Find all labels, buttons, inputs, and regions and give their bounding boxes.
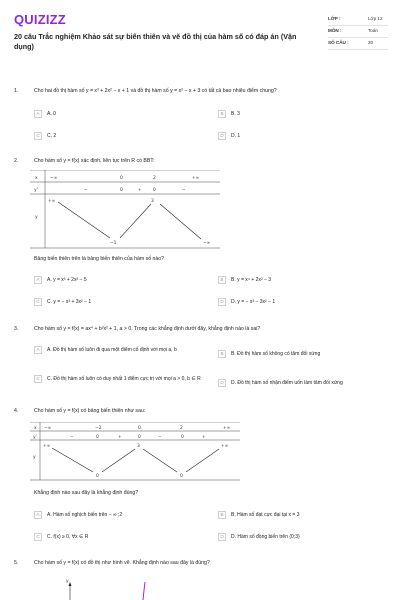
bbt-arrow: [58, 202, 110, 238]
option-a[interactable]: [34, 346, 204, 354]
function-graph-q5: [60, 574, 160, 600]
bbt-yprime-label: y': [33, 435, 37, 440]
question-text: Cho hàm số y = f(x) = ax⁴ + b²x² + 1, a > 0. Trong các khẳng định dưới đây, khẳng định nào là sai?: [34, 326, 261, 332]
option-c[interactable]: [34, 132, 56, 140]
option-letter: B: [218, 511, 226, 519]
graph-curve: [143, 582, 145, 600]
bbt-x-value: −2: [95, 426, 102, 431]
bbt-y-value: 0: [180, 474, 183, 479]
bbt-x-label: x: [35, 176, 38, 181]
option-text: A. Đồ thị hàm số luôn đi qua một điểm cố định với mọi a, b: [47, 346, 177, 353]
bbt-y-value: 3: [151, 199, 154, 204]
option-b[interactable]: [218, 110, 240, 118]
option-a[interactable]: [34, 276, 87, 284]
option-letter: C: [34, 375, 42, 383]
question-text: Cho hàm số y = f(x) có đồ thị như hình vẽ. Khẳng định nào sau đây là đúng?: [34, 560, 210, 566]
option-text: D. Đồ thị hàm số nhận điểm uốn làm tâm đối xứng: [231, 379, 343, 386]
option-letter: B: [218, 110, 226, 118]
meta-box: [328, 14, 388, 50]
option-text: C. y = − x³ + 3x² − 1: [47, 298, 92, 305]
bbt-x-value: +∞: [223, 426, 231, 431]
meta-row-grade: [328, 14, 388, 26]
bbt-y-value: 0: [96, 474, 99, 479]
bbt-arrow: [120, 204, 151, 238]
variation-table-q2: [30, 170, 220, 250]
option-letter: D: [218, 298, 226, 306]
bbt-zero: 0: [138, 435, 141, 440]
bbt-sign: −: [182, 188, 186, 193]
bbt-x-label: x: [34, 426, 37, 431]
question-subtext: Bảng biến thiên trên là bảng biến thiên của hàm số nào?: [34, 256, 165, 262]
bbt-zero: 0: [96, 435, 99, 440]
option-text: C. f(x) ≥ 0, ∀x ∈ R: [47, 533, 89, 540]
bbt-y-value: +∞: [48, 199, 56, 204]
question-text: Cho hai đồ thị hàm số y = x³ + 2x² − x + 1 và đồ thị hàm số y = x² − x + 3 có tất cả bao nhiêu điểm chung?: [34, 88, 277, 94]
bbt-y-label: y: [33, 455, 36, 460]
option-letter: A: [34, 511, 42, 519]
variation-table-q4: [30, 422, 240, 482]
option-text: B. Hàm số đạt cực đại tại x = 3: [231, 511, 300, 518]
meta-value: 20: [368, 40, 374, 45]
bbt-x-value: 0: [120, 176, 123, 181]
option-d[interactable]: [218, 132, 240, 140]
option-letter: D: [218, 533, 226, 541]
bbt-y-value: −1: [110, 241, 117, 246]
bbt-y-label: y: [35, 215, 38, 220]
bbt-x-value: 0: [138, 426, 141, 431]
option-letter: C: [34, 298, 42, 306]
quizizz-logo: QUIZIZZ: [14, 12, 66, 27]
option-letter: B: [218, 350, 226, 358]
option-letter: D: [218, 379, 226, 387]
bbt-zero: 0: [120, 188, 123, 193]
option-text: B. y = x⁴ + 2x² − 3: [231, 276, 272, 283]
meta-row-subject: [328, 26, 388, 38]
option-letter: C: [34, 132, 42, 140]
meta-key: SỐ CÂU :: [328, 40, 349, 45]
bbt-sign: +: [138, 188, 142, 193]
question-number: 3.: [14, 326, 19, 332]
option-text: C. 2: [47, 132, 57, 139]
meta-key: MÔN :: [328, 28, 342, 33]
option-d[interactable]: [218, 298, 275, 306]
question-subtext: Khẳng định nào sau đây là khẳng định đúng?: [34, 490, 139, 496]
axis-arrow-icon: [69, 582, 72, 586]
bbt-sign: +: [202, 435, 206, 440]
bbt-sign: −: [158, 435, 162, 440]
meta-key: LỚP :: [328, 16, 341, 21]
graph-y-axis-label: y: [66, 579, 69, 584]
bbt-arrow: [160, 204, 201, 239]
bbt-sign: −: [84, 188, 88, 193]
bbt-y-value: +∞: [43, 444, 51, 449]
bbt-zero: 0: [153, 188, 156, 193]
option-text: B. Đồ thị hàm số không có tâm đối xứng: [231, 350, 321, 357]
meta-value: Toán: [368, 28, 378, 33]
question-text: Cho hàm số y = f(x) có bảng biến thiên như sau:: [34, 408, 146, 414]
bbt-arrow: [186, 449, 219, 472]
bbt-sign: −: [70, 435, 74, 440]
option-c[interactable]: [34, 298, 91, 306]
bbt-y-value: +∞: [221, 444, 229, 449]
option-text: B. 3: [231, 110, 240, 117]
option-b[interactable]: [218, 350, 388, 358]
bbt-sign: +: [118, 435, 122, 440]
option-text: A. Hàm số nghịch biến trên − ∞ ;2: [47, 511, 123, 518]
question-number: 4.: [14, 408, 19, 414]
bbt-x-value: 2: [180, 426, 183, 431]
option-letter: A: [34, 276, 42, 284]
question-number: 1.: [14, 88, 19, 94]
option-letter: D: [218, 132, 226, 140]
bbt-arrow: [143, 449, 177, 472]
question-number: 5.: [14, 560, 19, 566]
option-a[interactable]: [34, 511, 122, 519]
bbt-yprime-label: y': [34, 188, 38, 193]
bbt-x-value: −∞: [50, 176, 58, 181]
option-d[interactable]: [218, 379, 388, 387]
bbt-arrow: [102, 449, 135, 472]
option-letter: A: [34, 346, 42, 354]
option-a[interactable]: [34, 110, 56, 118]
option-b[interactable]: [218, 276, 271, 284]
bbt-x-value: −∞: [44, 426, 52, 431]
meta-row-count: [328, 38, 388, 50]
option-c[interactable]: [34, 533, 88, 541]
option-text: D. Hàm số đồng biến trên (0;3): [231, 533, 300, 540]
question-number: 2.: [14, 158, 19, 164]
bbt-arrow: [52, 448, 93, 472]
option-text: D. 1: [231, 132, 241, 139]
option-c[interactable]: [34, 375, 204, 383]
option-letter: C: [34, 533, 42, 541]
bbt-y-value: −∞: [203, 241, 211, 246]
option-letter: A: [34, 110, 42, 118]
bbt-y-value: 3: [137, 444, 140, 449]
option-b[interactable]: [218, 511, 300, 519]
option-text: A. y = x³ + 2x² − 5: [47, 276, 87, 283]
meta-value: Lớp 12: [368, 16, 383, 21]
question-text: Cho hàm số y = f(x) xác định, liên tục trên R có BBT:: [34, 158, 155, 164]
bbt-zero: 0: [181, 435, 184, 440]
bbt-x-value: +∞: [192, 176, 200, 181]
page-title: 20 câu Trắc nghiệm Khảo sát sự biến thiên và vẽ đồ thị của hàm số có đáp án (Vận dụng): [14, 32, 297, 51]
option-d[interactable]: [218, 533, 300, 541]
option-text: A. 0: [47, 110, 56, 117]
bbt-x-value: 2: [153, 176, 156, 181]
option-text: D. y = − x³ − 3x² − 1: [231, 298, 276, 305]
option-text: C. Đồ thị hàm số luôn có duy nhất 1 điểm cực trị với mọi a > 0, b ∈ R: [47, 375, 201, 382]
option-letter: B: [218, 276, 226, 284]
